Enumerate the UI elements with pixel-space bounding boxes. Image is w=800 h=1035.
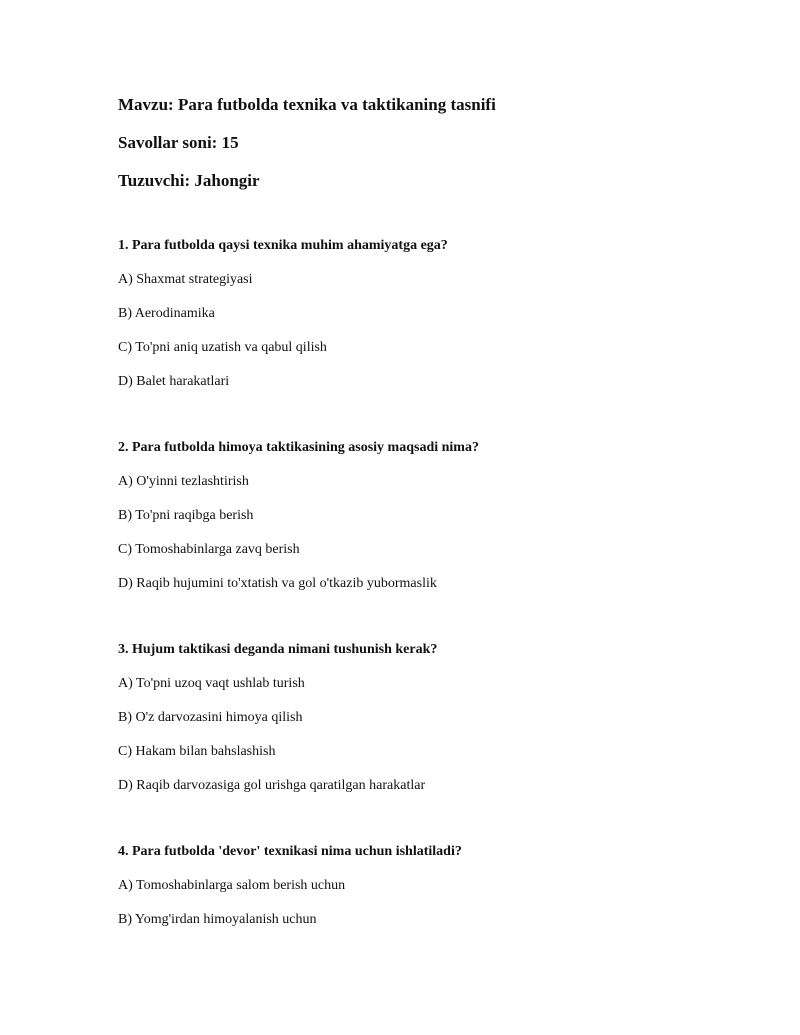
answer-option: B) Aerodinamika	[118, 306, 215, 321]
answer-option: A) Tomoshabinlarga salom berish uchun	[118, 878, 346, 893]
answer-option: D) Balet harakatlari	[118, 374, 230, 389]
answer-option: C) Hakam bilan bahslashish	[118, 744, 276, 759]
question-title: 2. Para futbolda himoya taktikasining asosiy maqsadi nima?	[118, 440, 479, 455]
answer-option: B) O'z darvozasini himoya qilish	[118, 710, 303, 725]
answer-option: A) O'yinni tezlashtirish	[118, 474, 249, 489]
question-block	[118, 438, 758, 608]
question-title: 4. Para futbolda 'devor' texnikasi nima uchun ishlatiladi?	[118, 844, 462, 859]
question-block	[118, 842, 758, 944]
question-block	[118, 236, 758, 406]
question-block	[118, 640, 758, 810]
author-heading: Tuzuvchi: Jahongir	[118, 171, 260, 190]
answer-option: D) Raqib darvozasiga gol urishga qaratilgan harakatlar	[118, 778, 426, 793]
topic-heading: Mavzu: Para futbolda texnika va taktikaning tasnifi	[118, 95, 496, 114]
answer-option: C) To'pni aniq uzatish va qabul qilish	[118, 340, 327, 355]
answer-option: B) Yomg'irdan himoyalanish uchun	[118, 912, 317, 927]
answer-option: A) Shaxmat strategiyasi	[118, 272, 253, 287]
answer-option: B) To'pni raqibga berish	[118, 508, 254, 523]
question-count-heading: Savollar soni: 15	[118, 133, 239, 152]
question-title: 3. Hujum taktikasi deganda nimani tushunish kerak?	[118, 642, 438, 657]
question-list	[118, 236, 758, 944]
answer-option: C) Tomoshabinlarga zavq berish	[118, 542, 300, 557]
question-title: 1. Para futbolda qaysi texnika muhim ahamiyatga ega?	[118, 238, 448, 253]
answer-option: D) Raqib hujumini to'xtatish va gol o'tkazib yubormaslik	[118, 576, 437, 591]
document-page	[118, 92, 758, 944]
answer-option: A) To'pni uzoq vaqt ushlab turish	[118, 676, 305, 691]
